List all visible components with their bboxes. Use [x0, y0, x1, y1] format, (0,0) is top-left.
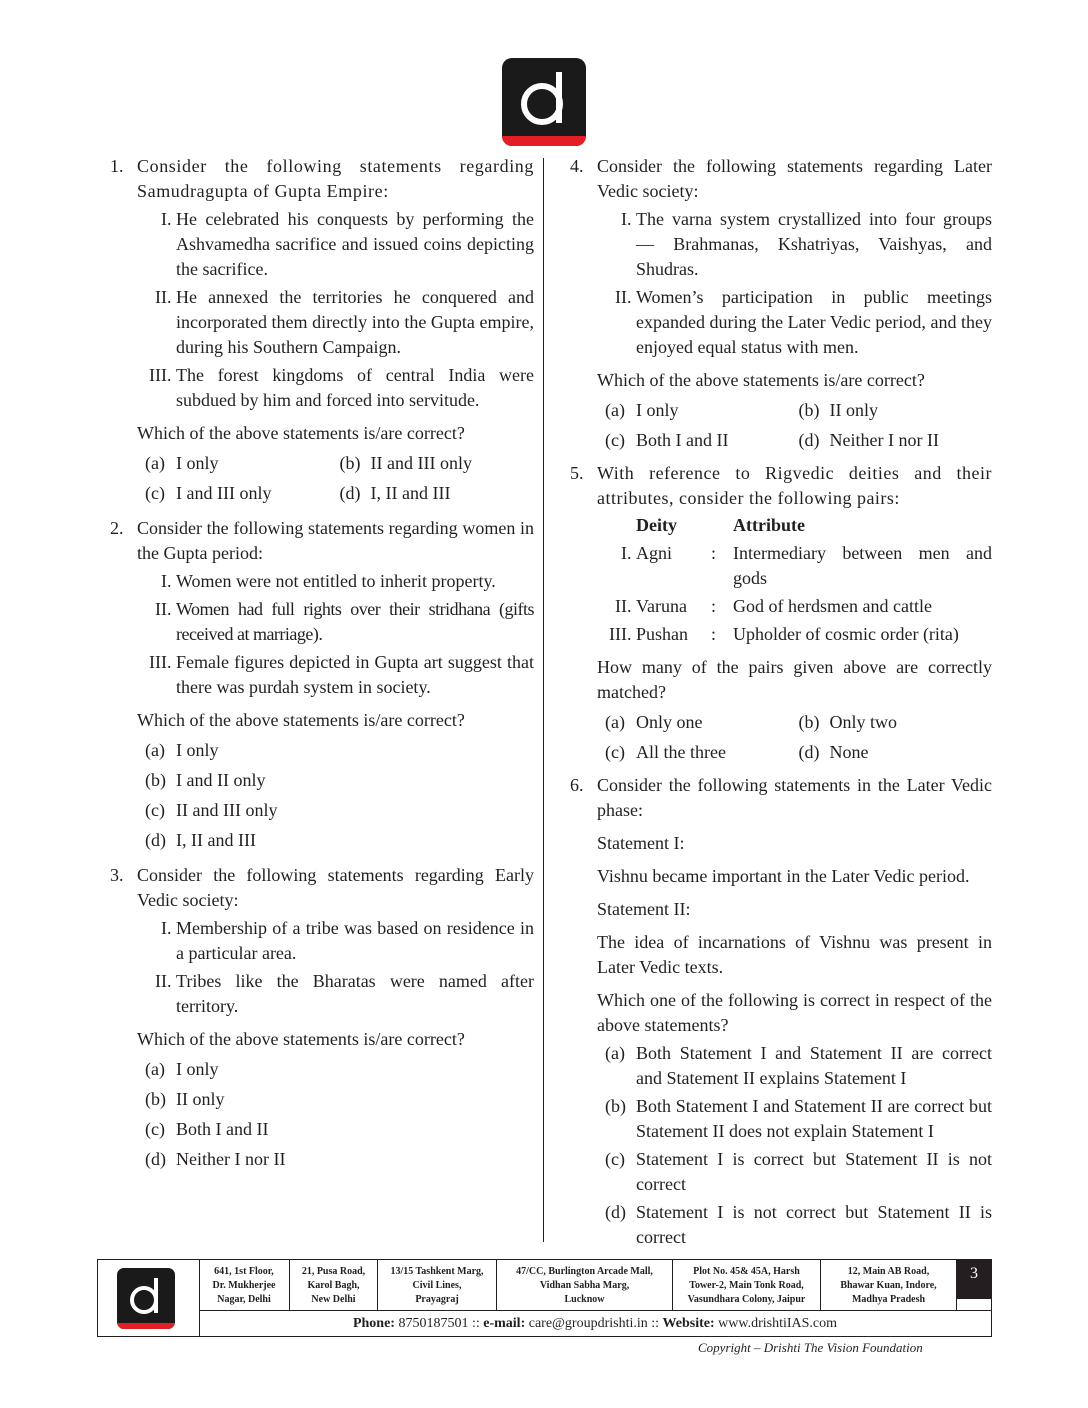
question-ask: Which of the above statements is/are correct?: [137, 1029, 465, 1049]
option-c[interactable]: [605, 1147, 992, 1197]
option-a[interactable]: [145, 738, 534, 763]
column-divider: [543, 158, 544, 1242]
question-number: 1.: [110, 156, 124, 176]
pairs-header: [597, 513, 992, 538]
statement-text: Women had full rights over their stridhana (gifts received at marriage).: [176, 599, 534, 644]
address-line: Bhawar Kuan, Indore,: [840, 1280, 937, 1291]
question-number: 6.: [570, 775, 584, 795]
statement-text: He annexed the territories he conquered and incorporated them directly into the Gupta empire, during his Southern Campaign.: [176, 287, 534, 357]
option-label: (c): [145, 800, 165, 820]
address-line: Tower-2, Main Tonk Road,: [689, 1280, 804, 1291]
pair-row: [597, 622, 992, 647]
statement-number: I.: [161, 918, 172, 938]
option-text: All the three: [636, 742, 726, 762]
header-deity: Deity: [636, 515, 677, 535]
option-text: I and II only: [176, 770, 266, 790]
statement-number: III.: [149, 652, 172, 672]
website-link[interactable]: www.drishtiIAS.com: [718, 1316, 838, 1331]
statement-text: The forest kingdoms of central India were subdued by him and forced into servitude.: [176, 365, 534, 410]
option-text: Neither I nor II: [176, 1149, 286, 1169]
option-text: Statement I is correct but Statement II is not correct: [636, 1149, 992, 1194]
separator: ::: [471, 1316, 480, 1331]
option-label: (d): [798, 430, 820, 450]
address-line: Vidhan Sabha Marg,: [539, 1280, 630, 1291]
question-4: [570, 154, 992, 453]
question-stem: Consider the following statements regarding Samudragupta of Gupta Empire:: [137, 156, 534, 201]
address-line: Vasundhara Colony, Jaipur: [687, 1294, 806, 1305]
address-line: 13/15 Tashkent Marg,: [390, 1266, 484, 1277]
contact-line: [199, 1310, 991, 1337]
statement-number: II.: [155, 287, 172, 307]
statement-text: He celebrated his conquests by performing the Ashvamedha sacrifice and issued coins depicting the sacrifice.: [176, 209, 534, 279]
option-b[interactable]: [605, 1094, 992, 1144]
option-label: (a): [605, 1043, 625, 1063]
option-label: (a): [605, 712, 625, 732]
option-d[interactable]: [605, 1200, 992, 1250]
email-link[interactable]: care@groupdrishti.in: [528, 1316, 648, 1331]
statement-number: I.: [161, 571, 172, 591]
email-label: e-mail:: [483, 1316, 526, 1331]
option-label: (c): [145, 483, 165, 503]
question-ask: Which of the above statements is/are correct?: [597, 370, 925, 390]
page-number: 3: [956, 1259, 992, 1299]
statement: [597, 207, 992, 282]
pair-attribute: God of herdsmen and cattle: [733, 596, 932, 616]
address-karol-bagh: [290, 1260, 378, 1310]
address-line: Madhya Pradesh: [851, 1294, 926, 1305]
address-line: Prayagraj: [415, 1294, 459, 1305]
question-2: [110, 516, 534, 853]
phone-label: Phone:: [352, 1316, 395, 1331]
right-column: [570, 154, 992, 1250]
statement-number: I.: [621, 209, 632, 229]
address-line: 47/CC, Burlington Arcade Mall,: [516, 1266, 653, 1277]
statement-number: II.: [615, 287, 632, 307]
address-delhi-mukherjee: [199, 1260, 290, 1310]
option-label: (c): [605, 1149, 625, 1169]
option-text: II and III only: [370, 453, 472, 473]
question-5: [570, 461, 992, 765]
question-3: [110, 863, 534, 1172]
address-line: 641, 1st Floor,: [214, 1266, 274, 1277]
address-line: Nagar, Delhi: [217, 1294, 271, 1305]
question-stem: Consider the following statements regarding Later Vedic society:: [597, 156, 992, 201]
option-text: Both I and II: [176, 1119, 269, 1139]
option-label: (c): [605, 430, 625, 450]
option-c[interactable]: [605, 428, 799, 453]
pair-number: III.: [609, 624, 632, 644]
pair-attribute: Intermediary between men and gods: [733, 543, 992, 588]
question-stem: Consider the following statements regarding Early Vedic society:: [137, 865, 534, 910]
option-b[interactable]: [145, 1087, 534, 1112]
address-line: Plot No. 45& 45A, Harsh: [693, 1266, 800, 1277]
option-b[interactable]: [799, 398, 993, 423]
option-text: I only: [636, 400, 679, 420]
pair-deity: Varuna: [636, 596, 687, 616]
option-text: Both I and II: [636, 430, 729, 450]
option-label: (a): [145, 740, 165, 760]
question-1: [110, 154, 534, 506]
statement-number: II.: [155, 599, 172, 619]
statement-number: II.: [155, 971, 172, 991]
option-text: II and III only: [176, 800, 278, 820]
phone-number[interactable]: 8750187501: [398, 1316, 469, 1331]
pair-deity: Agni: [636, 543, 672, 563]
statement: [137, 969, 534, 1019]
address-line: Dr. Mukherjee: [212, 1280, 276, 1291]
pair-number: I.: [621, 543, 632, 563]
option-text: I, II and III: [176, 830, 256, 850]
option-a[interactable]: [605, 710, 799, 735]
statement-number: III.: [149, 365, 172, 385]
brand-logo: [502, 58, 586, 146]
separator: ::: [651, 1316, 660, 1331]
option-text: I and III only: [176, 483, 272, 503]
option-c[interactable]: [145, 1117, 534, 1142]
question-number: 5.: [570, 463, 584, 483]
option-label: (b): [339, 453, 361, 473]
address-prayagraj: [378, 1260, 497, 1310]
statement-1-label: Statement I:: [597, 833, 685, 853]
option-label: (b): [798, 400, 820, 420]
header-attribute: Attribute: [733, 515, 805, 535]
option-label: (b): [145, 770, 166, 790]
address-line: New Delhi: [311, 1294, 356, 1305]
option-text: I, II and III: [370, 483, 451, 503]
option-label: (b): [798, 712, 820, 732]
option-a[interactable]: [145, 1057, 534, 1082]
statement: [597, 285, 992, 360]
statement-text: Tribes like the Bharatas were named after territory.: [176, 971, 534, 1016]
option-b[interactable]: [799, 710, 993, 735]
option-a[interactable]: [145, 451, 340, 476]
question-number: 3.: [110, 865, 124, 885]
option-label: (a): [145, 1059, 165, 1079]
address-line: Karol Bagh,: [307, 1280, 360, 1291]
statement: [137, 650, 534, 700]
option-text: I only: [176, 453, 219, 473]
address-lucknow: [497, 1260, 673, 1310]
statement-2-text: The idea of incarnations of Vishnu was present in Later Vedic texts.: [597, 932, 992, 977]
question-stem: With reference to Rigvedic deities and their attributes, consider the following pairs:: [597, 463, 992, 508]
option-text: I only: [176, 1059, 219, 1079]
option-label: (d): [145, 1149, 166, 1169]
question-ask: Which one of the following is correct in respect of the above statements?: [597, 990, 992, 1035]
option-label: (d): [145, 830, 166, 850]
address-line: 12, Main AB Road,: [847, 1266, 930, 1277]
option-label: (a): [145, 453, 165, 473]
address-indore: [821, 1260, 957, 1310]
statement-number: I.: [161, 209, 172, 229]
option-d[interactable]: [799, 740, 993, 765]
address-jaipur: [673, 1260, 821, 1310]
statement-text: Women were not entitled to inherit property.: [176, 571, 496, 591]
pair-attribute: Upholder of cosmic order (rita): [733, 624, 959, 644]
option-d[interactable]: [799, 428, 993, 453]
statement: [137, 916, 534, 966]
statement-1-text: Vishnu became important in the Later Vedic period.: [597, 866, 970, 886]
statement-2-label: Statement II:: [597, 899, 691, 919]
option-text: Only one: [636, 712, 703, 732]
logo-accent-bar: [502, 136, 586, 146]
option-c[interactable]: [605, 740, 799, 765]
option-text: Only two: [829, 712, 897, 732]
statement: [137, 569, 534, 594]
statement-text: The varna system crystallized into four groups — Brahmanas, Kshatriyas, Vaishyas, and Shudras.: [636, 209, 992, 279]
pair-row: [597, 594, 992, 619]
question-ask: How many of the pairs given above are correctly matched?: [597, 657, 992, 702]
pair-row: [597, 541, 992, 591]
pair-colon: :: [710, 596, 716, 616]
pair-number: II.: [615, 596, 632, 616]
question-6: [570, 773, 992, 1250]
question-number: 2.: [110, 518, 124, 538]
option-d[interactable]: [340, 481, 535, 506]
option-b[interactable]: [340, 451, 535, 476]
option-label: (b): [145, 1089, 166, 1109]
left-column: [110, 154, 534, 1172]
option-label: (d): [339, 483, 361, 503]
option-label: (d): [798, 742, 820, 762]
footer: [97, 1259, 992, 1337]
option-c[interactable]: [145, 798, 534, 823]
question-ask: Which of the above statements is/are correct?: [137, 423, 465, 443]
statement-text: Female figures depicted in Gupta art suggest that there was purdah system in society.: [176, 652, 534, 697]
option-text: I only: [176, 740, 219, 760]
pair-colon: :: [710, 543, 716, 563]
address-line: 21, Pusa Road,: [301, 1266, 366, 1277]
option-label: (b): [605, 1096, 626, 1116]
option-a[interactable]: [605, 1041, 992, 1091]
statement: [137, 363, 534, 413]
option-text: Statement I is not correct but Statement II is correct: [636, 1202, 992, 1247]
statement: [137, 597, 534, 647]
website-label: Website:: [662, 1316, 715, 1331]
address-line: Lucknow: [564, 1294, 605, 1305]
logo-d-icon: [117, 1268, 175, 1323]
option-b[interactable]: [145, 768, 534, 793]
footer-logo: [98, 1260, 200, 1336]
option-d[interactable]: [145, 828, 534, 853]
option-text: II only: [829, 400, 878, 420]
statement: [137, 285, 534, 360]
logo-d-icon: [502, 58, 586, 136]
pair-colon: :: [710, 624, 716, 644]
option-text: None: [829, 742, 869, 762]
option-a[interactable]: [605, 398, 799, 423]
statement: [137, 207, 534, 282]
option-label: (d): [605, 1202, 626, 1222]
question-ask: Which of the above statements is/are correct?: [137, 710, 465, 730]
option-text: II only: [176, 1089, 225, 1109]
address-line: Civil Lines,: [412, 1280, 462, 1291]
copyright: Copyright – Drishti The Vision Foundation: [698, 1340, 923, 1355]
option-text: Neither I nor II: [829, 430, 939, 450]
statement-text: Membership of a tribe was based on residence in a particular area.: [176, 918, 534, 963]
question-stem: Consider the following statements regarding women in the Gupta period:: [137, 518, 534, 563]
option-c[interactable]: [145, 481, 340, 506]
option-label: (c): [605, 742, 625, 762]
question-stem: Consider the following statements in the Later Vedic phase:: [597, 775, 992, 820]
statement-text: Women’s participation in public meetings expanded during the Later Vedic period, and they enjoyed equal status with men.: [636, 287, 992, 357]
option-text: Both Statement I and Statement II are correct and Statement II explains Statement I: [636, 1043, 992, 1088]
question-number: 4.: [570, 156, 584, 176]
option-d[interactable]: [145, 1147, 534, 1172]
pair-deity: Pushan: [636, 624, 689, 644]
option-label: (a): [605, 400, 625, 420]
option-label: (c): [145, 1119, 165, 1139]
option-text: Both Statement I and Statement II are correct but Statement II does not explain Statement I: [636, 1096, 992, 1141]
